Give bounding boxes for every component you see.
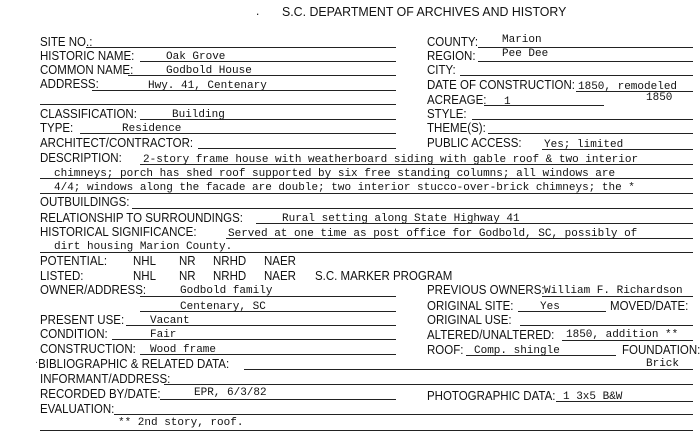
value-description-line-1: 2-story frame house with weatherboard siding with gable roof & two interior — [143, 154, 639, 166]
label-photographic: PHOTOGRAPHIC DATA: — [427, 389, 556, 403]
label-relationship: RELATIONSHIP TO SURROUNDINGS: — [40, 211, 244, 225]
potential-option-nr: NR — [179, 254, 196, 268]
line-county — [478, 47, 693, 48]
value-public-access: Yes; limited — [544, 139, 624, 151]
line-previous-owners — [542, 296, 693, 297]
line-style — [472, 119, 693, 120]
listed-option-nr: NR — [179, 269, 196, 283]
label-bibliographic-text: BIBLIOGRAPHIC & RELATED DATA: — [38, 357, 230, 371]
line-description-3 — [40, 193, 693, 194]
line-common-name — [128, 75, 396, 76]
listed-option-nrhd: NRHD — [213, 269, 247, 283]
label-historical-significance: HISTORICAL SIGNIFICANCE: — [40, 225, 197, 239]
label-acreage: ACREAGE: — [427, 93, 487, 107]
label-outbuildings: OUTBUILDINGS: — [40, 195, 130, 209]
label-construction: CONSTRUCTION: — [40, 342, 136, 356]
line-bibliographic — [244, 369, 693, 370]
line-owner-1 — [140, 296, 396, 297]
label-original-site: ORIGINAL SITE: — [427, 299, 514, 313]
listed-option-nhl: NHL — [133, 269, 157, 283]
value-footnote: ** 2nd story, roof. — [118, 417, 244, 429]
label-description: DESCRIPTION: — [40, 151, 122, 165]
value-region: Pee Dee — [502, 48, 549, 60]
value-significance-line-2: dirt housing Marion County. — [54, 241, 233, 253]
header-mark: . — [256, 4, 260, 18]
value-photographic: 1 3x5 B&W — [563, 391, 623, 403]
label-present-use: PRESENT USE: — [40, 313, 125, 327]
value-county: Marion — [502, 34, 542, 46]
line-relationship — [256, 223, 693, 224]
label-style: STYLE: — [427, 107, 467, 121]
value-owner-line-1: Godbold family — [180, 285, 273, 297]
label-themes: THEME(S): — [427, 121, 486, 135]
value-construction: Wood frame — [150, 344, 217, 356]
label-previous-owners: PREVIOUS OWNERS: — [427, 283, 545, 297]
potential-option-naer: NAER — [264, 254, 296, 268]
line-themes — [488, 133, 693, 134]
line-significance-1 — [226, 238, 693, 239]
line-address-2 — [40, 104, 396, 105]
line-address — [92, 90, 396, 91]
line-altered — [562, 340, 693, 341]
line-significance-2 — [40, 252, 693, 253]
line-evaluation-2 — [40, 430, 693, 431]
value-original-site: Yes — [540, 301, 560, 313]
line-condition — [112, 339, 396, 340]
label-classification: CLASSIFICATION: — [40, 107, 137, 121]
label-bibliographic: ·BIBLIOGRAPHIC & RELATED DATA: — [35, 357, 230, 371]
marker-program: S.C. MARKER PROGRAM — [315, 269, 453, 283]
line-description-1 — [140, 164, 693, 165]
line-roof — [466, 355, 616, 356]
label-original-use: ORIGINAL USE: — [427, 313, 512, 327]
label-informant: INFORMANT/ADDRESS: — [40, 372, 171, 386]
value-historic-name: Oak Grove — [166, 51, 226, 63]
value-altered: 1850, addition ** — [566, 329, 679, 341]
value-recorded-by: EPR, 6/3/82 — [194, 387, 267, 399]
label-listed: LISTED: — [40, 269, 84, 283]
value-date-of-construction: 1850, remodeled — [578, 81, 678, 93]
value-significance-line-1: Served at one time as post office for Godbold, SC, possibly of — [228, 228, 638, 240]
label-county: COUNTY: — [427, 35, 479, 49]
line-owner-2 — [140, 311, 396, 312]
value-date-remodeled: 1850 — [646, 92, 673, 104]
label-moved-date: MOVED/DATE: — [610, 299, 689, 313]
label-historic-name: HISTORIC NAME: — [40, 49, 135, 63]
listed-option-naer: NAER — [264, 269, 296, 283]
line-architect — [198, 148, 396, 149]
line-classification — [140, 119, 396, 120]
value-description-line-3: 4/4; windows along the facade are double; two interior stucco-over-brick chimneys; the * — [54, 182, 635, 194]
potential-option-nrhd: NRHD — [213, 254, 247, 268]
value-acreage: 1 — [504, 96, 511, 108]
line-construction — [140, 354, 396, 355]
label-condition: CONDITION: — [40, 327, 108, 341]
line-type — [80, 133, 396, 134]
label-type: TYPE: — [40, 121, 74, 135]
line-present-use — [126, 325, 396, 326]
line-city — [460, 75, 693, 76]
line-date-of-construction — [576, 91, 693, 92]
label-common-name: COMMON NAME: — [40, 63, 134, 77]
line-informant — [164, 384, 693, 385]
value-common-name: Godbold House — [166, 65, 252, 77]
value-address: Hwy. 41, Centenary — [148, 80, 267, 92]
line-outbuildings — [132, 208, 693, 209]
value-roof: Comp. shingle — [474, 345, 560, 357]
label-date-of-construction: DATE OF CONSTRUCTION: — [427, 78, 576, 92]
form-title: S.C. DEPARTMENT OF ARCHIVES AND HISTORY — [282, 4, 567, 19]
line-original-use — [520, 325, 693, 326]
value-owner-line-2: Centenary, SC — [180, 301, 266, 313]
potential-option-nhl: NHL — [133, 254, 157, 268]
label-address: ADDRESS: — [40, 77, 99, 91]
label-public-access: PUBLIC ACCESS: — [427, 136, 522, 150]
value-previous-owners: William F. Richardson — [544, 285, 683, 297]
line-description-2 — [40, 178, 693, 179]
label-evaluation: EVALUATION: — [40, 402, 115, 416]
line-historic-name — [140, 61, 396, 62]
value-description-line-2: chimneys; porch has shed roof supported by six free standing columns; all windows are — [54, 168, 616, 180]
line-acreage — [484, 105, 604, 106]
label-region: REGION: — [427, 49, 476, 63]
value-type: Residence — [122, 123, 182, 135]
line-site-no — [86, 47, 396, 48]
label-foundation: FOUNDATION: — [622, 343, 700, 357]
value-foundation: Brick — [646, 358, 680, 370]
line-recorded-by — [160, 399, 396, 400]
label-roof: ROOF: — [427, 343, 464, 357]
value-present-use: Vacant — [150, 315, 190, 327]
label-city: CITY: — [427, 63, 456, 77]
line-photographic — [556, 401, 693, 402]
line-region — [478, 61, 693, 62]
value-classification: Building — [172, 109, 225, 121]
label-architect: ARCHITECT/CONTRACTOR: — [40, 136, 194, 150]
line-original-site — [518, 311, 606, 312]
label-owner-address: OWNER/ADDRESS: — [40, 283, 147, 297]
label-altered: ALTERED/UNALTERED: — [427, 328, 555, 342]
value-condition: Fair — [150, 329, 177, 341]
value-relationship: Rural setting along State Highway 41 — [282, 213, 520, 225]
label-potential: POTENTIAL: — [40, 254, 108, 268]
label-site-no: SITE NO.: — [40, 35, 93, 49]
line-evaluation — [114, 414, 693, 415]
label-recorded-by: RECORDED BY/DATE: — [40, 387, 161, 401]
line-public-access — [542, 149, 693, 150]
